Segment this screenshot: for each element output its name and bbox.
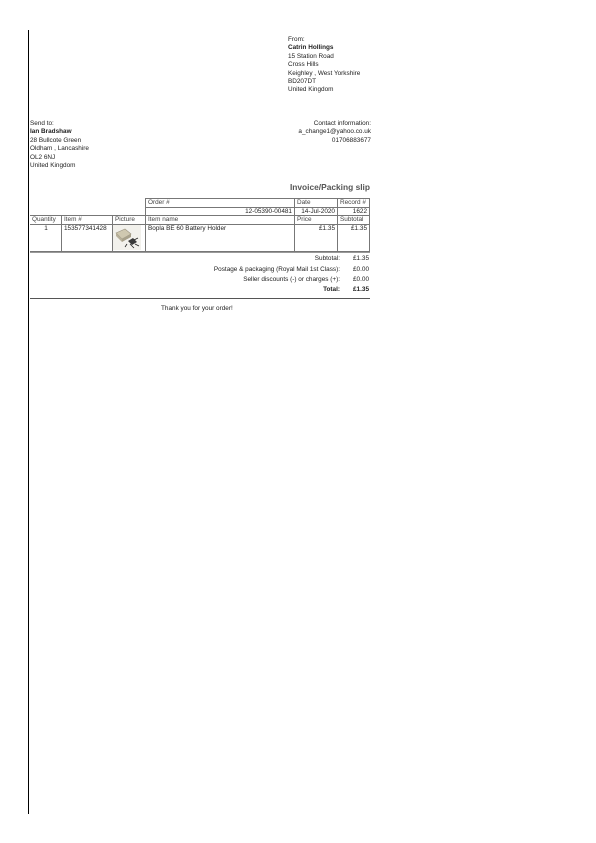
left-margin-rule: [28, 30, 29, 814]
from-address: [288, 36, 360, 95]
total-value: £1.35: [353, 286, 369, 293]
from-line1: 15 Station Road: [288, 52, 334, 60]
send-to-label: Send to:: [30, 120, 54, 127]
from-line4: BD207DT: [288, 78, 317, 86]
total-label: Total:: [323, 286, 340, 293]
from-line5: United Kingdom: [288, 86, 334, 94]
send-to-address: [30, 120, 89, 170]
send-to-name: Ian Bradshaw: [30, 128, 72, 136]
postage-value: £0.00: [353, 266, 369, 273]
date-header: Date: [294, 198, 337, 207]
order-number-value: 12-05390-00481: [145, 207, 294, 216]
record-value: 1622: [337, 207, 370, 216]
price-header: Price: [294, 215, 337, 224]
send-to-line1: 28 Bullcote Green: [30, 136, 82, 144]
subtotal-header: Subtotal: [337, 215, 370, 224]
discount-value: £0.00: [353, 276, 369, 283]
item-number-header: Item #: [61, 215, 112, 224]
totals-divider: [30, 298, 370, 299]
subtotal-value: £1.35: [353, 255, 369, 262]
invoice-title: Invoice/Packing slip: [289, 182, 370, 192]
date-value: 14-Jul-2020: [294, 207, 337, 216]
item-subtotal: £1.35: [337, 224, 370, 252]
record-header: Record #: [337, 198, 370, 207]
item-name: Bopla BE 60 Battery Holder: [145, 224, 294, 252]
contact-label: Contact information:: [313, 120, 371, 127]
picture-header: Picture: [112, 215, 145, 224]
order-totals: [30, 252, 370, 293]
subtotal-label: Subtotal:: [314, 255, 340, 262]
contact-phone: 01706883677: [331, 136, 371, 144]
contact-email: a_change1@yahoo.co.uk: [298, 128, 371, 136]
item-price: £1.35: [294, 224, 337, 252]
from-label: From:: [288, 36, 305, 43]
from-line2: Cross Hills: [288, 61, 319, 69]
postage-label: Postage & packaging (Royal Mail 1st Class):: [213, 266, 340, 273]
product-thumbnail: [113, 225, 141, 250]
quantity-header: Quantity: [30, 215, 62, 224]
discount-label: Seller discounts (-) or charges (+):: [243, 276, 340, 283]
from-name: Catrin Hollings: [288, 44, 334, 52]
item-name-header: Item name: [145, 215, 294, 224]
thank-you-note: Thank you for your order!: [161, 305, 233, 312]
send-to-line2: Oldham , Lancashire: [30, 145, 89, 153]
send-to-line4: United Kingdom: [30, 162, 76, 170]
order-number-header: Order #: [145, 198, 294, 207]
item-number: 153577341428: [61, 224, 112, 252]
contact-information: [298, 120, 371, 145]
from-line3: Keighley , West Yorkshire: [288, 69, 361, 77]
item-quantity: 1: [30, 224, 62, 252]
send-to-line3: OL2 6NJ: [30, 153, 56, 161]
